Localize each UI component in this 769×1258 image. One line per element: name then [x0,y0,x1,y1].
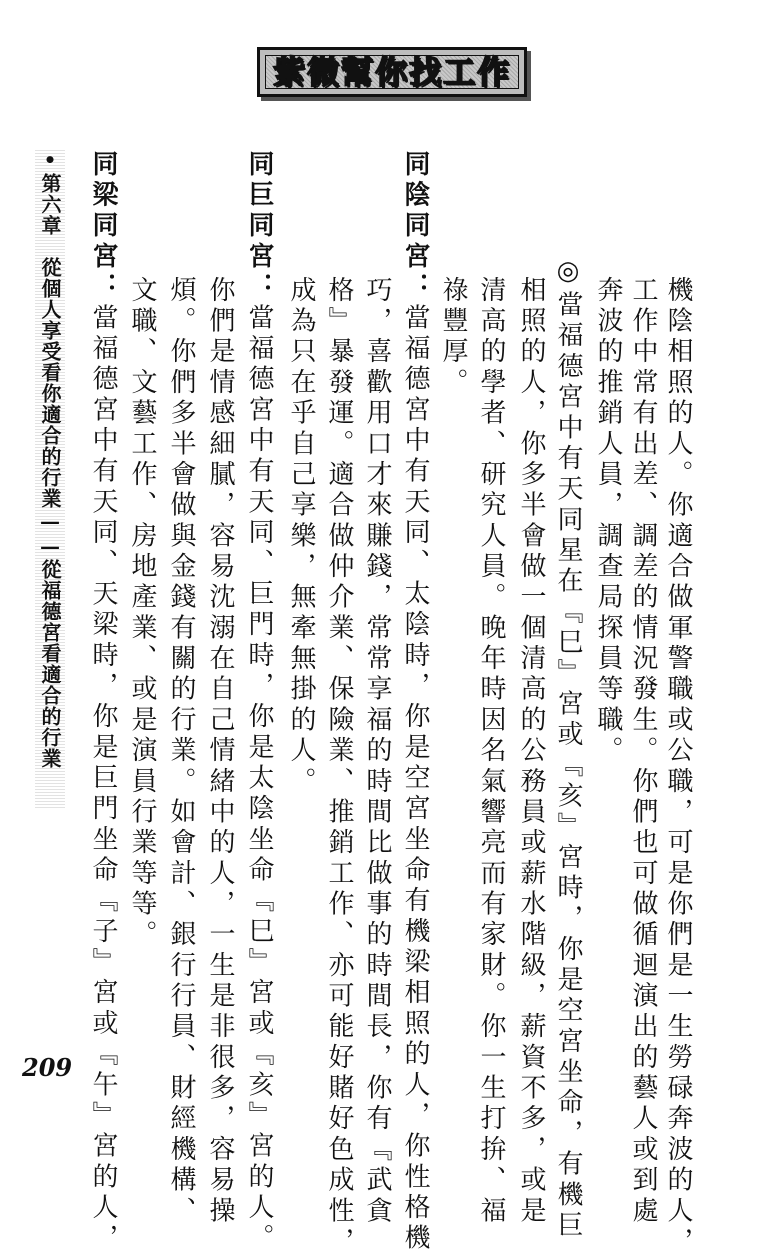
section-heading-tongyin: 同陰同宮： [400,150,430,304]
text-column-16-body: 當福德宮中有天同、天梁時，你是巨門坐命『子』宮或『午』宮的人， [88,303,118,1255]
section-heading-tongju: 同巨同宮： [244,150,274,304]
text-column-8-body: 當福德宮中有天同、太陰時，你是空宮坐命有機梁相照的人，你性格機 [400,303,430,1255]
chapter-sidebar [35,148,65,778]
page-title: 紫微幫你找工作 [272,53,511,91]
page-header-box [257,47,527,97]
text-column-6: 清高的學者、研究人員。晚年時因名氣響亮而有家財。你一生打拚、福 [476,276,506,1228]
text-column-11: 成為只在乎自己享樂，無牽無掛的人。 [286,276,316,798]
text-column-2: 工作中常有出差、調差的情況發生。你們也可做循迴演出的藝人或到處 [628,276,658,1228]
section-heading-tongliang: 同梁同宮： [88,150,118,304]
page-number: 209 [22,1053,73,1082]
sidebar-chapter: 第六章 [38,173,62,236]
text-column-3: 奔波的推銷人員，調查局探員等職。 [593,276,623,767]
text-column-12 [246,150,272,1255]
text-column-5: 相照的人，你多半會做一個清高的公務員或薪水階級，薪資不多，或是 [516,276,546,1228]
text-column-7: 祿豐厚。 [438,276,468,399]
text-column-13: 你們是情感細膩，容易沈溺在自己情緒中的人，一生是非很多，容易操 [205,276,235,1228]
sidebar-dash: —— [38,509,62,559]
text-column-9: 巧，喜歡用口才來賺錢，常常享福的時間比做事的時間長，你有『武貪 [362,276,392,1228]
sidebar-title: 從個人享受看你適合的行業 [38,257,62,509]
text-column-1: 機陰相照的人。你適合做軍警職或公職，可是你們是一生勞碌奔波的人， [663,276,693,1258]
text-column-15: 文職、文藝工作、房地產業、或是演員行業等等。 [127,276,157,951]
text-column-12-body: 當福德宮中有天同、巨門時，你是太陰坐命『巳』宮或『亥』宮的人。 [244,303,274,1255]
sidebar-bullet: • [38,148,62,173]
page-header-inner [265,55,519,89]
text-column-4: ◎當福德宮中有天同星在『巳』宮或『亥』宮時，你是空宮坐命，有機巨 [553,256,583,1242]
text-column-16 [90,150,116,1255]
text-column-14: 煩。你們多半會做與金錢有關的行業。如會計、銀行行員、財經機構、 [166,276,196,1228]
sidebar-subtitle: 從福德宮看適合的行業 [38,559,62,769]
text-column-8 [402,150,428,1255]
text-column-10: 格』暴發運。適合做仲介業、保險業、推銷工作、亦可能好賭好色成性， [324,276,354,1258]
